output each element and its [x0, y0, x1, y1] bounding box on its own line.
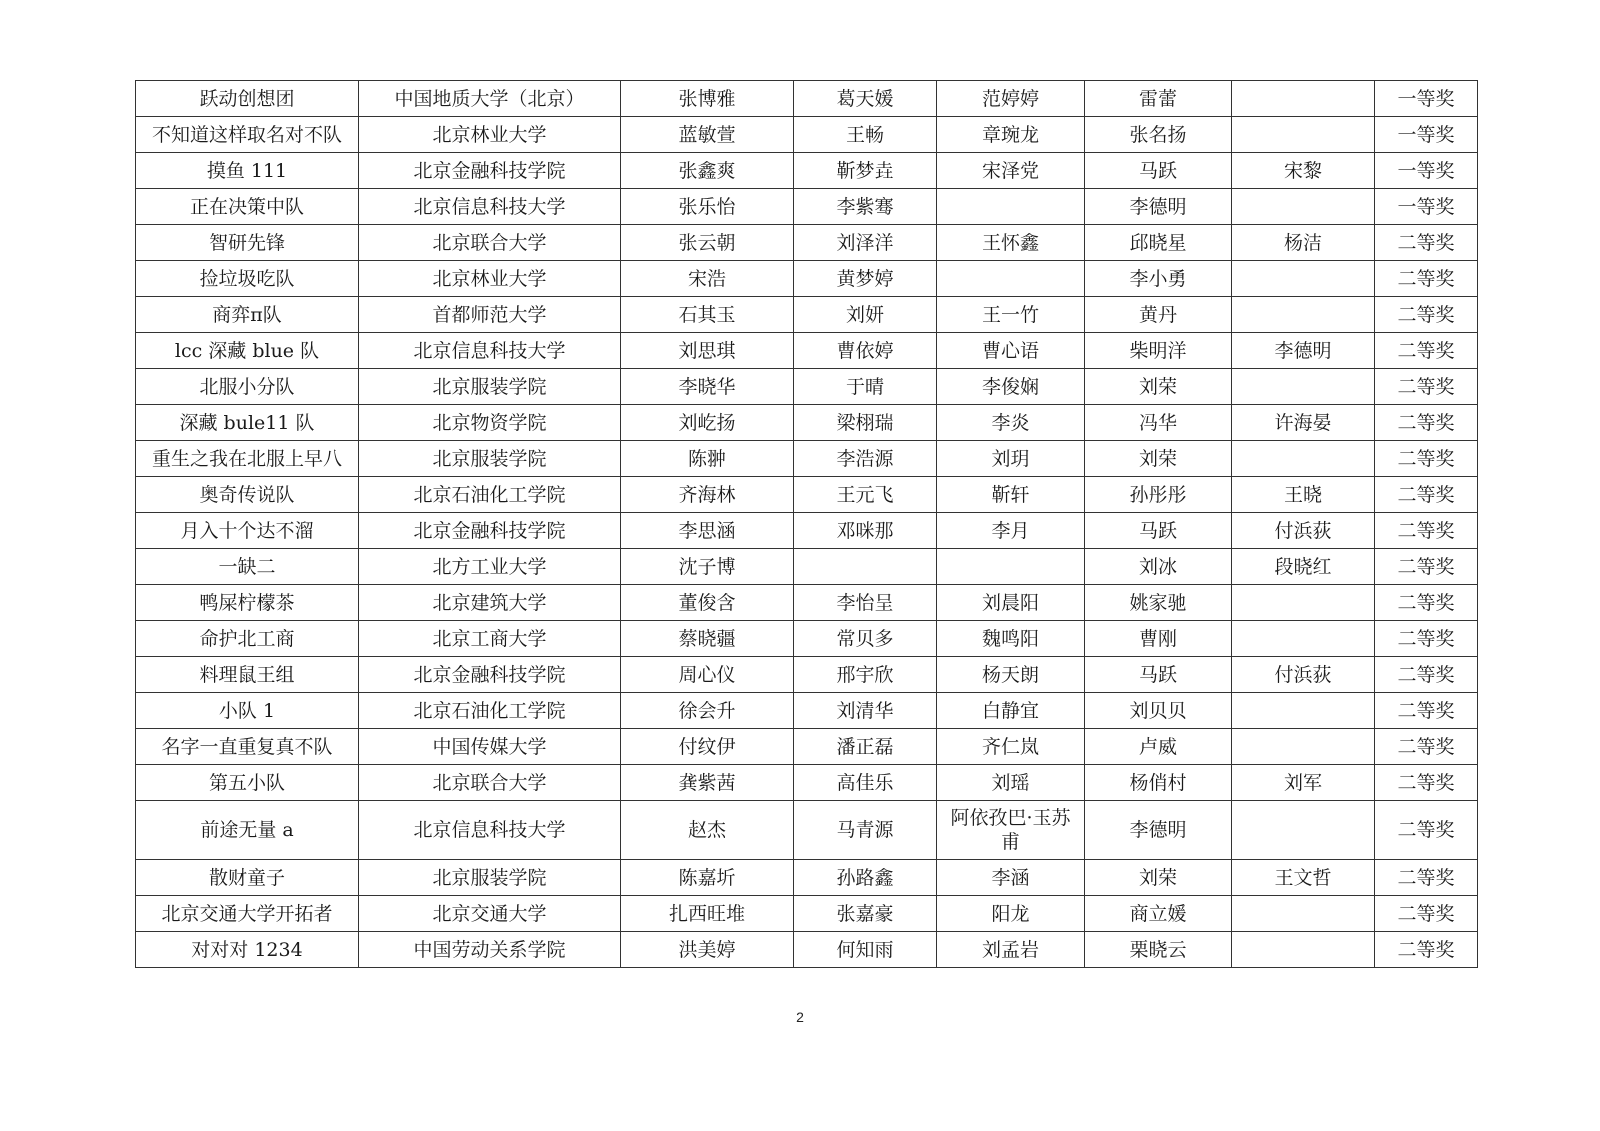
member-1-cell: 扎西旺堆 [621, 896, 794, 932]
member-3-cell: 李俊娴 [937, 369, 1085, 405]
member-1-cell: 付纹伊 [621, 729, 794, 765]
member-2-cell: 刘清华 [794, 693, 937, 729]
team-name-cell: 智研先锋 [136, 225, 359, 261]
page-number: 2 [796, 1009, 804, 1025]
member-3-cell: 刘玥 [937, 441, 1085, 477]
award-cell: 二等奖 [1375, 932, 1478, 968]
advisor-2-cell [1232, 189, 1375, 225]
advisor-2-cell: 宋黎 [1232, 153, 1375, 189]
advisor-2-cell: 王文哲 [1232, 860, 1375, 896]
team-name-cell: 前途无量 a [136, 801, 359, 860]
advisor-1-cell: 李德明 [1085, 801, 1232, 860]
team-name-cell: 鸭屎柠檬茶 [136, 585, 359, 621]
school-cell: 北京联合大学 [359, 225, 621, 261]
member-1-cell: 龚紫茜 [621, 765, 794, 801]
member-2-cell: 李怡呈 [794, 585, 937, 621]
member-3-cell: 刘晨阳 [937, 585, 1085, 621]
member-1-cell: 刘屹扬 [621, 405, 794, 441]
member-1-cell: 赵杰 [621, 801, 794, 860]
member-2-cell: 于晴 [794, 369, 937, 405]
advisor-1-cell: 冯华 [1085, 405, 1232, 441]
award-cell: 二等奖 [1375, 693, 1478, 729]
advisor-2-cell: 李德明 [1232, 333, 1375, 369]
member-3-cell: 阳龙 [937, 896, 1085, 932]
team-name-cell: 商弈π队 [136, 297, 359, 333]
award-cell: 二等奖 [1375, 261, 1478, 297]
member-2-cell: 马青源 [794, 801, 937, 860]
advisor-1-cell: 刘冰 [1085, 549, 1232, 585]
advisor-1-cell: 刘贝贝 [1085, 693, 1232, 729]
table-row [136, 896, 1478, 932]
school-cell: 北京信息科技大学 [359, 333, 621, 369]
advisor-1-cell: 柴明洋 [1085, 333, 1232, 369]
school-cell: 北京信息科技大学 [359, 189, 621, 225]
table-row [136, 932, 1478, 968]
school-cell: 北京金融科技学院 [359, 153, 621, 189]
team-name-cell: 名字一直重复真不队 [136, 729, 359, 765]
table-row [136, 153, 1478, 189]
school-cell: 北京信息科技大学 [359, 801, 621, 860]
school-cell: 北京工商大学 [359, 621, 621, 657]
member-1-cell: 齐海林 [621, 477, 794, 513]
school-cell: 北京联合大学 [359, 765, 621, 801]
advisor-2-cell [1232, 117, 1375, 153]
table-row [136, 189, 1478, 225]
advisor-2-cell [1232, 369, 1375, 405]
team-name-cell: 深藏 bule11 队 [136, 405, 359, 441]
school-cell: 北京金融科技学院 [359, 657, 621, 693]
team-name-cell: 月入十个达不溜 [136, 513, 359, 549]
member-3-cell: 宋泽党 [937, 153, 1085, 189]
award-cell: 一等奖 [1375, 81, 1478, 117]
award-cell: 二等奖 [1375, 896, 1478, 932]
member-2-cell: 黄梦婷 [794, 261, 937, 297]
award-cell: 二等奖 [1375, 765, 1478, 801]
table-row [136, 225, 1478, 261]
member-2-cell: 邢宇欣 [794, 657, 937, 693]
team-name-cell: 小队 1 [136, 693, 359, 729]
member-3-cell: 李月 [937, 513, 1085, 549]
member-2-cell: 王元飞 [794, 477, 937, 513]
member-1-cell: 石其玉 [621, 297, 794, 333]
award-cell: 一等奖 [1375, 189, 1478, 225]
member-1-cell: 陈嘉圻 [621, 860, 794, 896]
award-cell: 二等奖 [1375, 225, 1478, 261]
member-2-cell: 高佳乐 [794, 765, 937, 801]
advisor-1-cell: 雷蕾 [1085, 81, 1232, 117]
team-name-cell: 不知道这样取名对不队 [136, 117, 359, 153]
member-3-cell: 刘瑶 [937, 765, 1085, 801]
advisor-1-cell: 张名扬 [1085, 117, 1232, 153]
table-row [136, 621, 1478, 657]
award-table [135, 80, 1478, 968]
school-cell: 北京交通大学 [359, 896, 621, 932]
advisor-2-cell [1232, 896, 1375, 932]
award-cell: 一等奖 [1375, 153, 1478, 189]
member-1-cell: 沈子博 [621, 549, 794, 585]
member-3-cell: 魏鸣阳 [937, 621, 1085, 657]
school-cell: 北京物资学院 [359, 405, 621, 441]
award-cell: 二等奖 [1375, 585, 1478, 621]
member-1-cell: 董俊含 [621, 585, 794, 621]
member-3-cell [937, 549, 1085, 585]
team-name-cell: 跃动创想团 [136, 81, 359, 117]
school-cell: 北京服装学院 [359, 441, 621, 477]
advisor-1-cell: 马跃 [1085, 153, 1232, 189]
member-3-cell: 齐仁岚 [937, 729, 1085, 765]
member-3-cell: 李涵 [937, 860, 1085, 896]
advisor-2-cell: 刘军 [1232, 765, 1375, 801]
award-cell: 二等奖 [1375, 405, 1478, 441]
table-row [136, 513, 1478, 549]
member-3-cell: 王一竹 [937, 297, 1085, 333]
school-cell: 北京林业大学 [359, 261, 621, 297]
team-name-cell: lcc 深藏 blue 队 [136, 333, 359, 369]
award-cell: 二等奖 [1375, 860, 1478, 896]
table-row [136, 801, 1478, 860]
table-row [136, 441, 1478, 477]
member-2-cell: 何知雨 [794, 932, 937, 968]
member-1-cell: 陈翀 [621, 441, 794, 477]
school-cell: 首都师范大学 [359, 297, 621, 333]
member-3-cell: 白静宜 [937, 693, 1085, 729]
member-3-cell: 刘孟岩 [937, 932, 1085, 968]
award-cell: 二等奖 [1375, 549, 1478, 585]
advisor-1-cell: 马跃 [1085, 657, 1232, 693]
member-2-cell: 王畅 [794, 117, 937, 153]
table-row [136, 657, 1478, 693]
award-cell: 二等奖 [1375, 441, 1478, 477]
advisor-2-cell [1232, 441, 1375, 477]
member-1-cell: 张云朝 [621, 225, 794, 261]
advisor-1-cell: 邱晓星 [1085, 225, 1232, 261]
advisor-2-cell: 付浜荻 [1232, 657, 1375, 693]
advisor-2-cell [1232, 932, 1375, 968]
advisor-2-cell [1232, 729, 1375, 765]
advisor-2-cell [1232, 621, 1375, 657]
member-1-cell: 刘思琪 [621, 333, 794, 369]
table-row [136, 297, 1478, 333]
advisor-1-cell: 黄丹 [1085, 297, 1232, 333]
team-name-cell: 料理鼠王组 [136, 657, 359, 693]
member-2-cell: 李紫骞 [794, 189, 937, 225]
advisor-1-cell: 商立媛 [1085, 896, 1232, 932]
table-row [136, 549, 1478, 585]
table-row [136, 81, 1478, 117]
award-cell: 二等奖 [1375, 621, 1478, 657]
member-2-cell: 刘妍 [794, 297, 937, 333]
school-cell: 中国劳动关系学院 [359, 932, 621, 968]
school-cell: 北京石油化工学院 [359, 693, 621, 729]
member-1-cell: 张乐怡 [621, 189, 794, 225]
award-cell: 二等奖 [1375, 477, 1478, 513]
school-cell: 北京服装学院 [359, 369, 621, 405]
table-row [136, 477, 1478, 513]
table-row [136, 729, 1478, 765]
advisor-2-cell: 王晓 [1232, 477, 1375, 513]
advisor-2-cell: 杨洁 [1232, 225, 1375, 261]
member-2-cell: 邓咪那 [794, 513, 937, 549]
member-1-cell: 张鑫爽 [621, 153, 794, 189]
advisor-2-cell [1232, 801, 1375, 860]
member-2-cell: 靳梦垚 [794, 153, 937, 189]
advisor-1-cell: 杨俏村 [1085, 765, 1232, 801]
team-name-cell: 摸鱼 111 [136, 153, 359, 189]
table-row [136, 369, 1478, 405]
table-row [136, 860, 1478, 896]
advisor-2-cell: 段晓红 [1232, 549, 1375, 585]
member-2-cell: 梁栩瑞 [794, 405, 937, 441]
member-3-cell: 王怀鑫 [937, 225, 1085, 261]
advisor-1-cell: 李德明 [1085, 189, 1232, 225]
advisor-2-cell [1232, 297, 1375, 333]
advisor-2-cell: 付浜荻 [1232, 513, 1375, 549]
advisor-2-cell [1232, 261, 1375, 297]
member-1-cell: 洪美婷 [621, 932, 794, 968]
award-cell: 二等奖 [1375, 297, 1478, 333]
school-cell: 北京服装学院 [359, 860, 621, 896]
member-2-cell: 葛天媛 [794, 81, 937, 117]
team-name-cell: 第五小队 [136, 765, 359, 801]
team-name-cell: 北京交通大学开拓者 [136, 896, 359, 932]
member-1-cell: 蔡晓疆 [621, 621, 794, 657]
school-cell: 北京石油化工学院 [359, 477, 621, 513]
member-1-cell: 徐会升 [621, 693, 794, 729]
table-row [136, 405, 1478, 441]
school-cell: 北京金融科技学院 [359, 513, 621, 549]
member-3-cell: 阿依孜巴·玉苏甫 [937, 801, 1085, 860]
member-2-cell: 李浩源 [794, 441, 937, 477]
team-name-cell: 北服小分队 [136, 369, 359, 405]
advisor-1-cell: 曹刚 [1085, 621, 1232, 657]
member-2-cell: 潘正磊 [794, 729, 937, 765]
award-cell: 二等奖 [1375, 513, 1478, 549]
team-name-cell: 重生之我在北服上早八 [136, 441, 359, 477]
advisor-2-cell [1232, 693, 1375, 729]
member-2-cell: 张嘉豪 [794, 896, 937, 932]
table-row [136, 765, 1478, 801]
award-cell: 二等奖 [1375, 729, 1478, 765]
team-name-cell: 命护北工商 [136, 621, 359, 657]
member-1-cell: 宋浩 [621, 261, 794, 297]
member-1-cell: 张博雅 [621, 81, 794, 117]
member-3-cell: 范婷婷 [937, 81, 1085, 117]
member-3-cell: 靳轩 [937, 477, 1085, 513]
member-1-cell: 周心仪 [621, 657, 794, 693]
table-row [136, 261, 1478, 297]
award-cell: 二等奖 [1375, 657, 1478, 693]
member-3-cell: 章琬龙 [937, 117, 1085, 153]
advisor-1-cell: 马跃 [1085, 513, 1232, 549]
advisor-1-cell: 刘荣 [1085, 860, 1232, 896]
advisor-1-cell: 刘荣 [1085, 369, 1232, 405]
member-2-cell [794, 549, 937, 585]
advisor-1-cell: 栗晓云 [1085, 932, 1232, 968]
school-cell: 北方工业大学 [359, 549, 621, 585]
team-name-cell: 散财童子 [136, 860, 359, 896]
member-1-cell: 蓝敏萱 [621, 117, 794, 153]
award-cell: 二等奖 [1375, 801, 1478, 860]
member-3-cell [937, 189, 1085, 225]
table-row [136, 333, 1478, 369]
member-1-cell: 李思涵 [621, 513, 794, 549]
table-row [136, 117, 1478, 153]
member-1-cell: 李晓华 [621, 369, 794, 405]
award-cell: 二等奖 [1375, 333, 1478, 369]
member-2-cell: 孙路鑫 [794, 860, 937, 896]
advisor-1-cell: 卢威 [1085, 729, 1232, 765]
member-3-cell: 李炎 [937, 405, 1085, 441]
team-name-cell: 正在决策中队 [136, 189, 359, 225]
team-name-cell: 奥奇传说队 [136, 477, 359, 513]
member-3-cell: 杨天朗 [937, 657, 1085, 693]
member-3-cell [937, 261, 1085, 297]
advisor-1-cell: 李小勇 [1085, 261, 1232, 297]
school-cell: 北京建筑大学 [359, 585, 621, 621]
member-2-cell: 刘泽洋 [794, 225, 937, 261]
team-name-cell: 捡垃圾吃队 [136, 261, 359, 297]
team-name-cell: 一缺二 [136, 549, 359, 585]
advisor-2-cell: 许海晏 [1232, 405, 1375, 441]
advisor-1-cell: 刘荣 [1085, 441, 1232, 477]
advisor-1-cell: 姚家驰 [1085, 585, 1232, 621]
advisor-2-cell [1232, 585, 1375, 621]
school-cell: 中国传媒大学 [359, 729, 621, 765]
advisor-1-cell: 孙彤彤 [1085, 477, 1232, 513]
award-cell: 一等奖 [1375, 117, 1478, 153]
advisor-2-cell [1232, 81, 1375, 117]
school-cell: 北京林业大学 [359, 117, 621, 153]
school-cell: 中国地质大学（北京） [359, 81, 621, 117]
award-table-body [136, 81, 1478, 968]
award-cell: 二等奖 [1375, 369, 1478, 405]
member-2-cell: 常贝多 [794, 621, 937, 657]
member-3-cell: 曹心语 [937, 333, 1085, 369]
table-row [136, 693, 1478, 729]
team-name-cell: 对对对 1234 [136, 932, 359, 968]
table-row [136, 585, 1478, 621]
member-2-cell: 曹依婷 [794, 333, 937, 369]
